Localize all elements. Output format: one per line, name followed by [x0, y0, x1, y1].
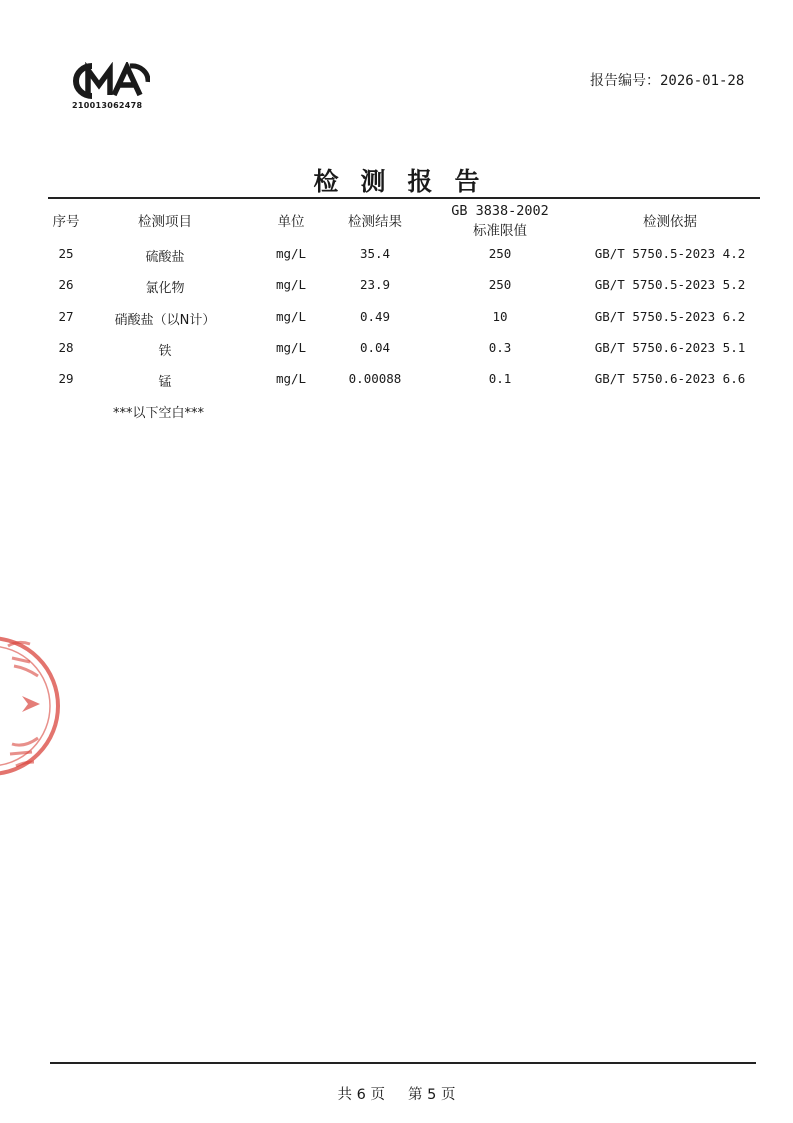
cma-number: 210013062478	[72, 101, 143, 110]
row-limit: 250	[488, 246, 512, 261]
report-title: 检测报告	[313, 167, 502, 196]
row-limit: 0.1	[488, 371, 512, 386]
row-no: 27	[58, 309, 74, 324]
row-limit: 10	[492, 309, 508, 324]
row-basis: GB/T 5750.5-2023 6.2	[594, 309, 746, 324]
row-item: 铁	[158, 344, 172, 359]
col-header-limit-label: 标准限值	[473, 223, 527, 239]
official-seal-stamp	[0, 626, 62, 786]
row-unit: mg/L	[275, 246, 307, 261]
row-result: 0.04	[359, 340, 391, 355]
row-item: 锰	[158, 375, 172, 390]
current-page: 第 5 页	[408, 1087, 456, 1103]
row-limit: 0.3	[488, 340, 512, 355]
page-footer	[0, 1083, 793, 1104]
row-result: 35.4	[359, 246, 391, 261]
report-number-label: 报告编号：	[590, 73, 660, 89]
col-header-no: 序号	[52, 214, 80, 230]
end-of-table-marker: ***以下空白***	[113, 406, 205, 421]
col-header-basis: 检测依据	[643, 214, 697, 230]
row-result: 0.00088	[348, 371, 402, 386]
row-basis: GB/T 5750.5-2023 4.2	[594, 246, 746, 261]
row-no: 29	[58, 371, 74, 386]
cma-logo	[72, 62, 154, 110]
row-no: 26	[58, 277, 74, 292]
row-unit: mg/L	[275, 340, 307, 355]
report-number-value: 2026-01-28	[660, 73, 745, 89]
row-no: 25	[58, 246, 74, 261]
row-unit: mg/L	[275, 371, 307, 386]
report-number	[590, 70, 744, 90]
row-basis: GB/T 5750.6-2023 5.1	[594, 340, 746, 355]
footer-rule	[50, 1062, 756, 1064]
col-header-result: 检测结果	[348, 214, 402, 230]
table-top-rule	[48, 197, 760, 199]
cma-mark-icon	[72, 62, 150, 100]
row-unit: mg/L	[275, 309, 307, 324]
col-header-limit-standard: GB 3838-2002	[451, 203, 549, 219]
row-unit: mg/L	[275, 277, 307, 292]
row-basis: GB/T 5750.6-2023 6.6	[594, 371, 746, 386]
row-item: 氯化物	[145, 281, 185, 296]
row-limit: 250	[488, 277, 512, 292]
row-basis: GB/T 5750.5-2023 5.2	[594, 277, 746, 292]
total-pages: 共 6 页	[337, 1087, 385, 1103]
row-result: 0.49	[359, 309, 391, 324]
row-result: 23.9	[359, 277, 391, 292]
row-item: 硫酸盐	[145, 250, 185, 265]
col-header-item: 检测项目	[138, 214, 192, 230]
row-no: 28	[58, 340, 74, 355]
col-header-unit: 单位	[277, 214, 305, 230]
row-item: 硝酸盐（以N计）	[114, 313, 216, 328]
